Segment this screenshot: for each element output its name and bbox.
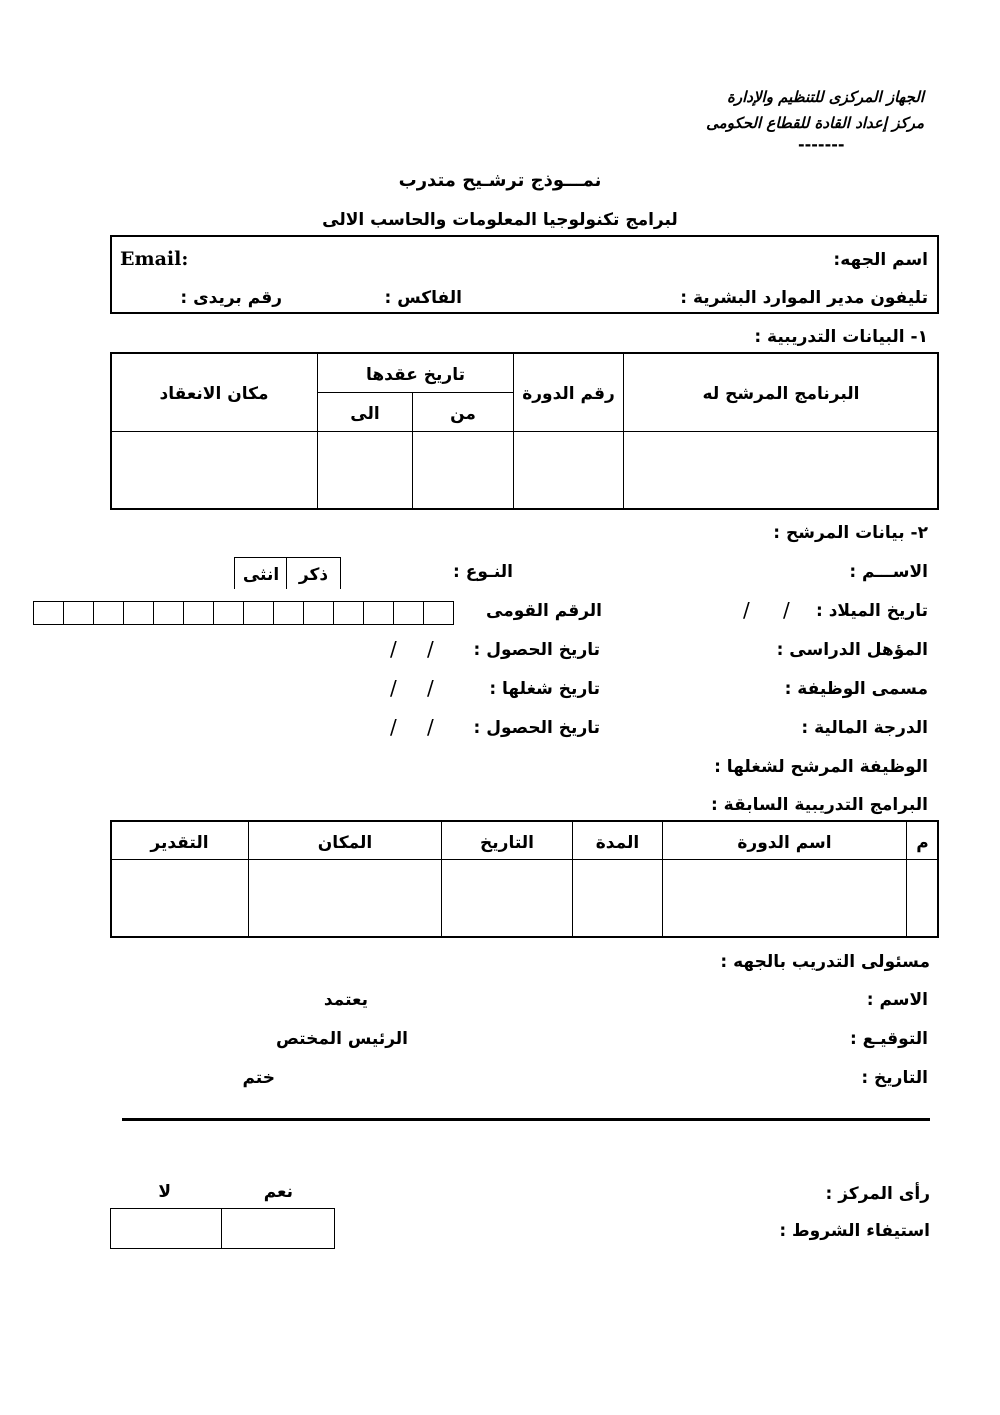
prev-table-header-divider	[110, 859, 939, 860]
national-id-box[interactable]	[423, 601, 454, 625]
conditions-label: استيفاء الشروط :	[779, 1221, 930, 1241]
th-prev-date: التاريخ	[480, 833, 534, 853]
th-from: من	[450, 404, 476, 424]
birth-date-slash-1: /	[783, 598, 790, 622]
grade-label: الدرجة المالية :	[801, 718, 928, 738]
entity-name-label: اسم الجهه:	[833, 250, 928, 270]
yes-label: نعم	[263, 1182, 293, 1202]
th-course-no: رقم الدورة	[522, 384, 615, 404]
female-option[interactable]: انثى	[242, 565, 280, 585]
national-id-box[interactable]	[153, 601, 184, 625]
approve-text: يعتمد	[323, 990, 368, 1010]
qualification-label: المؤهل الدراسى :	[776, 640, 928, 660]
section1-heading: ١- البيانات التدريبية :	[754, 327, 928, 347]
national-id-box[interactable]	[183, 601, 214, 625]
national-id-label: الرقم القومى	[486, 601, 602, 621]
stamp-text: ختم	[242, 1068, 275, 1088]
training-table-date-divider	[317, 392, 513, 393]
training-table-col1	[623, 352, 624, 510]
officer-name-label: الاسم :	[866, 990, 928, 1010]
job-date-slash-2: /	[390, 676, 397, 700]
th-program: البرنامج المرشح له	[702, 384, 860, 404]
th-place: مكان الانعقاد	[159, 384, 269, 404]
head-text: الرئيس المختص	[275, 1029, 408, 1049]
national-id-box[interactable]	[363, 601, 394, 625]
male-option[interactable]: ذكر	[298, 565, 329, 585]
grade-date-slash-1: /	[427, 715, 434, 739]
org-dashes: -------	[798, 135, 845, 154]
qualification-date-slash-2: /	[390, 637, 397, 661]
email-label: Email:	[120, 248, 189, 270]
qualification-date-slash-1: /	[427, 637, 434, 661]
officer-date-label: التاريخ :	[861, 1068, 928, 1088]
th-serial: م	[916, 833, 929, 853]
job-title-label: مسمى الوظيفة :	[784, 679, 928, 699]
th-course-name: اسم الدورة	[737, 833, 832, 853]
job-date-slash-1: /	[427, 676, 434, 700]
grade-date-label: تاريخ الحصول :	[473, 718, 600, 738]
conditions-no-box[interactable]	[112, 1210, 220, 1247]
gender-label: النـوع :	[453, 562, 513, 582]
separator-line	[122, 1118, 930, 1121]
th-duration: المدة	[595, 833, 640, 853]
th-to: الى	[350, 404, 380, 424]
postal-label: رقم بريدى :	[180, 288, 282, 308]
national-id-box[interactable]	[243, 601, 274, 625]
hr-phone-label: تليفون مدير الموارد البشرية :	[680, 288, 928, 308]
national-id-box[interactable]	[333, 601, 364, 625]
birth-date-label: تاريخ الميلاد :	[815, 601, 928, 621]
th-date: تاريخ عقدها	[366, 365, 465, 385]
job-occupied-date-label: تاريخ شغلها :	[489, 679, 600, 699]
national-id-box[interactable]	[273, 601, 304, 625]
org-name-line2: مركز إعداد القادة للقطاع الحكومى	[706, 114, 924, 132]
national-id-box[interactable]	[303, 601, 334, 625]
th-grade: التقدير	[150, 833, 209, 853]
training-table-col2	[513, 352, 514, 510]
fax-label: الفاكس :	[384, 288, 462, 308]
conditions-divider	[221, 1208, 222, 1249]
national-id-box[interactable]	[123, 601, 154, 625]
national-id-box[interactable]	[33, 601, 64, 625]
birth-date-slash-2: /	[743, 598, 750, 622]
officer-signature-label: التوقيـع :	[849, 1029, 928, 1049]
training-table-header-divider	[110, 431, 939, 432]
grade-date-slash-2: /	[390, 715, 397, 739]
conditions-yes-box[interactable]	[223, 1210, 333, 1247]
national-id-box[interactable]	[213, 601, 244, 625]
center-opinion-label: رأى المركز :	[825, 1184, 930, 1204]
nominated-job-label: الوظيفة المرشح لشغلها :	[714, 757, 928, 777]
previous-programs-label: البرامج التدريبية السابقة :	[710, 795, 928, 815]
form-subtitle: لبرامج تكنولوجيا المعلومات والحاسب الالى	[322, 210, 678, 230]
section2-heading: ٢- بيانات المرشح :	[773, 523, 928, 543]
org-name-line1: الجهاز المركزى للتنظيم والإدارة	[727, 88, 924, 106]
national-id-box[interactable]	[63, 601, 94, 625]
qualification-date-label: تاريخ الحصول :	[473, 640, 600, 660]
national-id-box[interactable]	[393, 601, 424, 625]
th-prev-place: المكان	[317, 833, 373, 853]
no-label: لا	[158, 1182, 171, 1202]
national-id-box[interactable]	[93, 601, 124, 625]
officer-heading: مسئولى التدريب بالجهه :	[720, 952, 930, 972]
name-label: الاســـم :	[849, 562, 928, 582]
form-title: نمـــوذج ترشـيح متدرب	[398, 170, 602, 191]
